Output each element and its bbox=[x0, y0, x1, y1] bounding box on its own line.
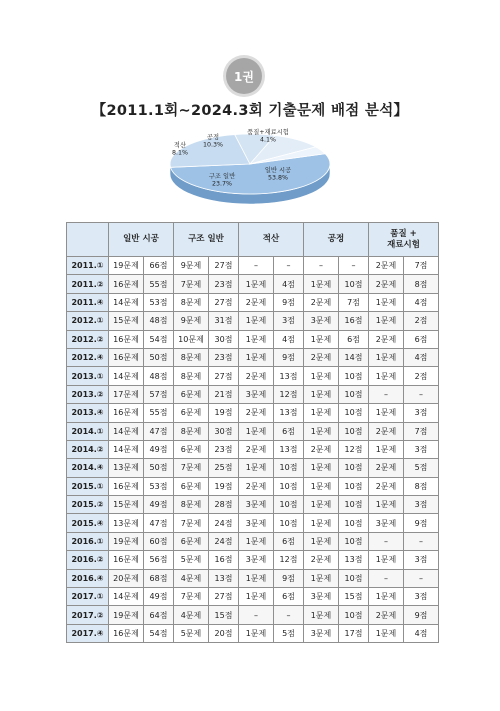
cell-question-count: – bbox=[239, 606, 274, 624]
cell-score: 66점 bbox=[144, 257, 174, 275]
cell-score: 4점 bbox=[274, 275, 304, 293]
table-row bbox=[67, 367, 439, 385]
cell-score: 23점 bbox=[209, 348, 239, 366]
cell-score: 25점 bbox=[209, 459, 239, 477]
volume-badge: 1권 bbox=[226, 58, 262, 94]
row-session-label: 2017.④ bbox=[67, 624, 109, 642]
cell-score: 4점 bbox=[404, 624, 439, 642]
cell-score: 3점 bbox=[404, 440, 439, 458]
cell-score: 10점 bbox=[274, 514, 304, 532]
cell-question-count: 1문제 bbox=[304, 330, 339, 348]
cell-score: 48점 bbox=[144, 367, 174, 385]
cell-question-count: – bbox=[239, 257, 274, 275]
cell-question-count: – bbox=[304, 257, 339, 275]
cell-score: 49점 bbox=[144, 588, 174, 606]
cell-question-count: 2문제 bbox=[369, 459, 404, 477]
cell-score: 55점 bbox=[144, 404, 174, 422]
cell-score: 27점 bbox=[209, 257, 239, 275]
cell-score: 12점 bbox=[274, 385, 304, 403]
cell-score: 10점 bbox=[339, 385, 369, 403]
cell-question-count: 6문제 bbox=[174, 385, 209, 403]
row-session-label: 2011.② bbox=[67, 275, 109, 293]
cell-question-count: 15문제 bbox=[109, 496, 144, 514]
pie-slice-label: 적산 bbox=[173, 142, 187, 149]
table-row bbox=[67, 477, 439, 495]
table-row bbox=[67, 422, 439, 440]
cell-score: 49점 bbox=[144, 496, 174, 514]
cell-question-count: 2문제 bbox=[239, 440, 274, 458]
cell-score: 14점 bbox=[339, 348, 369, 366]
cell-question-count: 19문제 bbox=[109, 257, 144, 275]
header-corner bbox=[67, 223, 109, 257]
cell-question-count: 1문제 bbox=[304, 367, 339, 385]
cell-question-count: 6문제 bbox=[174, 404, 209, 422]
cell-question-count: 3문제 bbox=[304, 624, 339, 642]
cell-score: 28점 bbox=[209, 496, 239, 514]
row-session-label: 2013.① bbox=[67, 367, 109, 385]
cell-question-count: 2문제 bbox=[369, 330, 404, 348]
cell-question-count: 9문제 bbox=[174, 257, 209, 275]
row-session-label: 2012.② bbox=[67, 330, 109, 348]
table-row bbox=[67, 330, 439, 348]
cell-question-count: 1문제 bbox=[239, 348, 274, 366]
row-session-label: 2014.④ bbox=[67, 459, 109, 477]
cell-score: 4점 bbox=[404, 293, 439, 311]
cell-score: 15점 bbox=[209, 606, 239, 624]
cell-score: 3점 bbox=[274, 312, 304, 330]
cell-score: 9점 bbox=[274, 569, 304, 587]
cell-question-count: 14문제 bbox=[109, 293, 144, 311]
cell-question-count: 1문제 bbox=[304, 477, 339, 495]
cell-question-count: 17문제 bbox=[109, 385, 144, 403]
cell-question-count: 2문제 bbox=[304, 440, 339, 458]
cell-score: – bbox=[404, 569, 439, 587]
cell-score: 10점 bbox=[339, 459, 369, 477]
cell-score: 3점 bbox=[404, 551, 439, 569]
table-header bbox=[67, 223, 439, 257]
pie-slice-percent: 4.1% bbox=[260, 136, 276, 144]
pie-slice-label: 구조 일반 bbox=[208, 173, 236, 180]
cell-score: 7점 bbox=[404, 257, 439, 275]
cell-question-count: – bbox=[369, 532, 404, 550]
cell-question-count: 15문제 bbox=[109, 312, 144, 330]
row-session-label: 2013.② bbox=[67, 385, 109, 403]
cell-score: 9점 bbox=[404, 514, 439, 532]
cell-question-count: 6문제 bbox=[174, 477, 209, 495]
cell-question-count: 16문제 bbox=[109, 551, 144, 569]
cell-score: 50점 bbox=[144, 348, 174, 366]
cell-score: 31점 bbox=[209, 312, 239, 330]
cell-question-count: 13문제 bbox=[109, 514, 144, 532]
cell-score: 19점 bbox=[209, 477, 239, 495]
table-row bbox=[67, 496, 439, 514]
cell-score: 12점 bbox=[339, 440, 369, 458]
pie-slice-percent: 10.3% bbox=[202, 141, 224, 149]
cell-question-count: 4문제 bbox=[174, 569, 209, 587]
cell-question-count: 10문제 bbox=[174, 330, 209, 348]
pie-slice-label: 공정 bbox=[206, 134, 220, 141]
cell-question-count: 1문제 bbox=[369, 293, 404, 311]
cell-score: 54점 bbox=[144, 624, 174, 642]
pie-slice-percent: 23.7% bbox=[211, 180, 233, 188]
cell-question-count: 1문제 bbox=[369, 551, 404, 569]
cell-question-count: 1문제 bbox=[239, 624, 274, 642]
cell-question-count: – bbox=[369, 569, 404, 587]
cell-question-count: 16문제 bbox=[109, 348, 144, 366]
cell-score: 24점 bbox=[209, 514, 239, 532]
cell-score: 4점 bbox=[274, 330, 304, 348]
header-general-construction: 일반 시공 bbox=[109, 223, 174, 257]
cell-score: 30점 bbox=[209, 422, 239, 440]
cell-question-count: 20문제 bbox=[109, 569, 144, 587]
header-process: 공정 bbox=[304, 223, 369, 257]
page-title: 【2011.1회∼2024.3회 기출문제 배점 분석】 bbox=[91, 103, 409, 119]
table-row bbox=[67, 551, 439, 569]
cell-question-count: 9문제 bbox=[174, 312, 209, 330]
cell-question-count: 1문제 bbox=[304, 385, 339, 403]
cell-question-count: 1문제 bbox=[239, 569, 274, 587]
cell-score: 55점 bbox=[144, 275, 174, 293]
cell-score: 17점 bbox=[339, 624, 369, 642]
row-session-label: 2014.① bbox=[67, 422, 109, 440]
cell-score: 10점 bbox=[339, 477, 369, 495]
cell-question-count: 2문제 bbox=[369, 257, 404, 275]
cell-question-count: 2문제 bbox=[239, 477, 274, 495]
cell-score: 10점 bbox=[339, 275, 369, 293]
table-row bbox=[67, 588, 439, 606]
cell-score: 10점 bbox=[339, 606, 369, 624]
cell-score: 23점 bbox=[209, 440, 239, 458]
cell-score: 7점 bbox=[404, 422, 439, 440]
cell-question-count: 16문제 bbox=[109, 275, 144, 293]
table-row bbox=[67, 385, 439, 403]
table-row bbox=[67, 275, 439, 293]
row-session-label: 2014.② bbox=[67, 440, 109, 458]
cell-question-count: 3문제 bbox=[304, 588, 339, 606]
cell-score: 13점 bbox=[339, 551, 369, 569]
cell-question-count: – bbox=[369, 385, 404, 403]
row-session-label: 2015.④ bbox=[67, 514, 109, 532]
cell-question-count: 16문제 bbox=[109, 404, 144, 422]
row-session-label: 2016.④ bbox=[67, 569, 109, 587]
cell-question-count: 14문제 bbox=[109, 367, 144, 385]
cell-question-count: 3문제 bbox=[239, 551, 274, 569]
cell-score: 10점 bbox=[339, 404, 369, 422]
cell-score: 10점 bbox=[274, 496, 304, 514]
cell-question-count: 14문제 bbox=[109, 440, 144, 458]
cell-question-count: 4문제 bbox=[174, 606, 209, 624]
cell-question-count: 1문제 bbox=[239, 532, 274, 550]
cell-question-count: 1문제 bbox=[304, 404, 339, 422]
cell-question-count: 1문제 bbox=[369, 624, 404, 642]
cell-question-count: 19문제 bbox=[109, 606, 144, 624]
cell-question-count: 6문제 bbox=[174, 532, 209, 550]
cell-question-count: 1문제 bbox=[304, 569, 339, 587]
score-table bbox=[66, 222, 439, 643]
cell-question-count: 19문제 bbox=[109, 532, 144, 550]
cell-question-count: 1문제 bbox=[369, 496, 404, 514]
cell-score: 10점 bbox=[339, 569, 369, 587]
cell-question-count: 1문제 bbox=[369, 367, 404, 385]
cell-question-count: 2문제 bbox=[369, 275, 404, 293]
cell-score: 16점 bbox=[209, 551, 239, 569]
cell-score: 3점 bbox=[404, 588, 439, 606]
cell-question-count: 8문제 bbox=[174, 496, 209, 514]
cell-score: 49점 bbox=[144, 440, 174, 458]
cell-score: – bbox=[404, 385, 439, 403]
row-session-label: 2016.① bbox=[67, 532, 109, 550]
cell-question-count: 8문제 bbox=[174, 348, 209, 366]
cell-score: 3점 bbox=[404, 496, 439, 514]
cell-question-count: 8문제 bbox=[174, 293, 209, 311]
table-row bbox=[67, 293, 439, 311]
table-row bbox=[67, 440, 439, 458]
cell-question-count: 14문제 bbox=[109, 588, 144, 606]
pie-slice-percent: 8.1% bbox=[172, 149, 188, 157]
cell-question-count: 13문제 bbox=[109, 459, 144, 477]
cell-question-count: 14문제 bbox=[109, 422, 144, 440]
cell-question-count: 1문제 bbox=[239, 422, 274, 440]
cell-score: 2점 bbox=[404, 312, 439, 330]
cell-score: 64점 bbox=[144, 606, 174, 624]
cell-question-count: 7문제 bbox=[174, 514, 209, 532]
row-session-label: 2012.① bbox=[67, 312, 109, 330]
cell-question-count: 1문제 bbox=[239, 330, 274, 348]
cell-score: 2점 bbox=[404, 367, 439, 385]
cell-question-count: 1문제 bbox=[369, 348, 404, 366]
table-row bbox=[67, 624, 439, 642]
table-row bbox=[67, 348, 439, 366]
table-row bbox=[67, 459, 439, 477]
cell-question-count: 1문제 bbox=[304, 496, 339, 514]
cell-question-count: 2문제 bbox=[239, 367, 274, 385]
cell-question-count: 2문제 bbox=[239, 404, 274, 422]
cell-question-count: 1문제 bbox=[369, 312, 404, 330]
cell-question-count: 3문제 bbox=[239, 496, 274, 514]
cell-score: 53점 bbox=[144, 477, 174, 495]
cell-question-count: 1문제 bbox=[369, 404, 404, 422]
cell-question-count: 2문제 bbox=[304, 293, 339, 311]
cell-score: 10점 bbox=[274, 477, 304, 495]
table-row bbox=[67, 312, 439, 330]
cell-question-count: 3문제 bbox=[239, 514, 274, 532]
table-row bbox=[67, 532, 439, 550]
row-session-label: 2016.② bbox=[67, 551, 109, 569]
cell-score: 6점 bbox=[404, 330, 439, 348]
cell-question-count: 1문제 bbox=[239, 459, 274, 477]
pie-slice-label: 일반 시공 bbox=[264, 167, 292, 174]
cell-question-count: 1문제 bbox=[304, 459, 339, 477]
row-session-label: 2015.② bbox=[67, 496, 109, 514]
row-session-label: 2012.④ bbox=[67, 348, 109, 366]
cell-question-count: 1문제 bbox=[369, 588, 404, 606]
header-structure: 구조 일반 bbox=[174, 223, 239, 257]
cell-score: – bbox=[274, 606, 304, 624]
cell-score: 23점 bbox=[209, 275, 239, 293]
pie-slice-label: 품질+재료시험 bbox=[247, 129, 289, 136]
cell-question-count: 16문제 bbox=[109, 624, 144, 642]
table-row bbox=[67, 404, 439, 422]
cell-score: 13점 bbox=[274, 404, 304, 422]
cell-score: 10점 bbox=[339, 367, 369, 385]
cell-question-count: 3문제 bbox=[369, 514, 404, 532]
cell-question-count: 2문제 bbox=[369, 477, 404, 495]
cell-question-count: 1문제 bbox=[304, 514, 339, 532]
header-estimation: 적산 bbox=[239, 223, 304, 257]
cell-question-count: 1문제 bbox=[239, 312, 274, 330]
cell-question-count: 2문제 bbox=[369, 606, 404, 624]
cell-question-count: 6문제 bbox=[174, 440, 209, 458]
cell-score: 10점 bbox=[339, 496, 369, 514]
cell-question-count: 5문제 bbox=[174, 551, 209, 569]
cell-score: 27점 bbox=[209, 293, 239, 311]
cell-score: 21점 bbox=[209, 385, 239, 403]
cell-score: 48점 bbox=[144, 312, 174, 330]
table-body bbox=[67, 257, 439, 643]
cell-score: 10점 bbox=[339, 514, 369, 532]
cell-score: 27점 bbox=[209, 367, 239, 385]
cell-score: 13점 bbox=[209, 569, 239, 587]
cell-score: 7점 bbox=[339, 293, 369, 311]
row-session-label: 2011.① bbox=[67, 257, 109, 275]
cell-score: 10점 bbox=[339, 422, 369, 440]
cell-question-count: 1문제 bbox=[304, 606, 339, 624]
cell-score: 9점 bbox=[274, 348, 304, 366]
cell-score: 16점 bbox=[339, 312, 369, 330]
cell-score: 27점 bbox=[209, 588, 239, 606]
cell-question-count: 1문제 bbox=[304, 422, 339, 440]
cell-score: 68점 bbox=[144, 569, 174, 587]
cell-question-count: 2문제 bbox=[369, 422, 404, 440]
cell-score: 5점 bbox=[404, 459, 439, 477]
cell-score: – bbox=[274, 257, 304, 275]
cell-score: 3점 bbox=[404, 404, 439, 422]
cell-question-count: 2문제 bbox=[239, 293, 274, 311]
cell-question-count: 1문제 bbox=[369, 440, 404, 458]
cell-score: 4점 bbox=[404, 348, 439, 366]
cell-score: 6점 bbox=[274, 422, 304, 440]
cell-question-count: 2문제 bbox=[304, 348, 339, 366]
cell-question-count: 1문제 bbox=[239, 275, 274, 293]
cell-question-count: 16문제 bbox=[109, 477, 144, 495]
cell-score: 6점 bbox=[274, 588, 304, 606]
cell-question-count: 3문제 bbox=[239, 385, 274, 403]
cell-question-count: 7문제 bbox=[174, 275, 209, 293]
cell-question-count: 1문제 bbox=[304, 275, 339, 293]
table-row bbox=[67, 606, 439, 624]
row-session-label: 2017.① bbox=[67, 588, 109, 606]
table-row bbox=[67, 257, 439, 275]
cell-score: 8점 bbox=[404, 477, 439, 495]
cell-score: 13점 bbox=[274, 367, 304, 385]
cell-question-count: 8문제 bbox=[174, 422, 209, 440]
cell-score: 13점 bbox=[274, 440, 304, 458]
cell-question-count: 8문제 bbox=[174, 367, 209, 385]
cell-score: 30점 bbox=[209, 330, 239, 348]
cell-score: 6점 bbox=[274, 532, 304, 550]
cell-score: 53점 bbox=[144, 293, 174, 311]
cell-question-count: 1문제 bbox=[239, 588, 274, 606]
header-quality: 품질 + 재료시험 bbox=[369, 223, 439, 257]
pie-chart bbox=[160, 120, 340, 215]
cell-question-count: 1문제 bbox=[304, 532, 339, 550]
cell-score: 24점 bbox=[209, 532, 239, 550]
cell-question-count: 7문제 bbox=[174, 459, 209, 477]
cell-score: 10점 bbox=[339, 532, 369, 550]
cell-question-count: 5문제 bbox=[174, 624, 209, 642]
cell-score: 50점 bbox=[144, 459, 174, 477]
cell-question-count: 16문제 bbox=[109, 330, 144, 348]
row-session-label: 2015.① bbox=[67, 477, 109, 495]
cell-question-count: 2문제 bbox=[304, 551, 339, 569]
cell-score: 5점 bbox=[274, 624, 304, 642]
cell-score: 60점 bbox=[144, 532, 174, 550]
table-row bbox=[67, 514, 439, 532]
row-session-label: 2013.④ bbox=[67, 404, 109, 422]
row-session-label: 2011.④ bbox=[67, 293, 109, 311]
cell-question-count: 7문제 bbox=[174, 588, 209, 606]
cell-score: 47점 bbox=[144, 514, 174, 532]
cell-score: 57점 bbox=[144, 385, 174, 403]
cell-score: 9점 bbox=[404, 606, 439, 624]
cell-score: – bbox=[339, 257, 369, 275]
table-row bbox=[67, 569, 439, 587]
cell-score: 47점 bbox=[144, 422, 174, 440]
cell-score: 15점 bbox=[339, 588, 369, 606]
cell-score: 20점 bbox=[209, 624, 239, 642]
cell-score: 19점 bbox=[209, 404, 239, 422]
cell-score: 6점 bbox=[339, 330, 369, 348]
cell-score: 56점 bbox=[144, 551, 174, 569]
cell-score: 9점 bbox=[274, 293, 304, 311]
cell-score: 12점 bbox=[274, 551, 304, 569]
cell-score: – bbox=[404, 532, 439, 550]
cell-question-count: 3문제 bbox=[304, 312, 339, 330]
cell-score: 54점 bbox=[144, 330, 174, 348]
cell-score: 8점 bbox=[404, 275, 439, 293]
cell-score: 10점 bbox=[274, 459, 304, 477]
row-session-label: 2017.② bbox=[67, 606, 109, 624]
pie-slice-percent: 53.8% bbox=[267, 174, 289, 182]
